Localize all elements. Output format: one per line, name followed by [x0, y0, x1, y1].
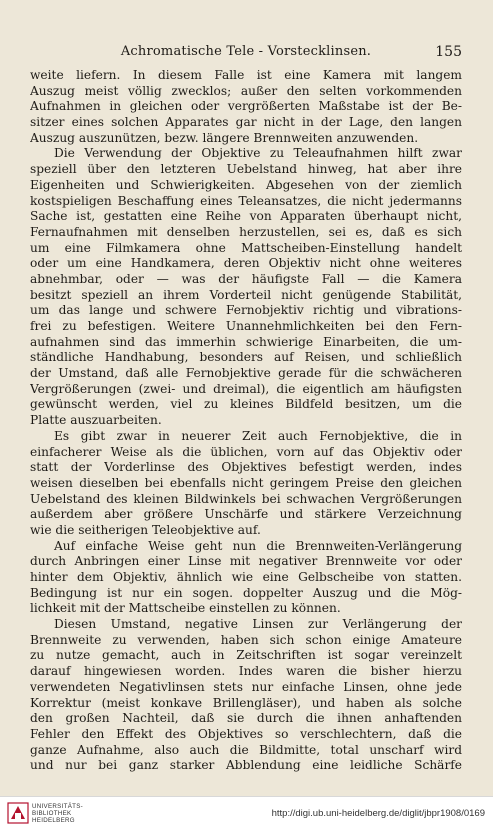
- text-line: zu nutze gemacht, auch in Zeitschriften ist sogar vereinzelt: [30, 648, 462, 663]
- text-line: um das lange und schwere Fernobjektiv richtig und vibrations-: [30, 303, 462, 318]
- running-title: Achromatische Tele - Vorstecklinsen.: [120, 44, 372, 59]
- text-line: darauf hingewiesen worden. Indes waren die bisher hierzu: [30, 664, 462, 679]
- text-line: um eine Filmkamera ohne Mattscheiben-Einstellung handelt: [30, 240, 462, 255]
- text-line: der Umstand, daß alle Fernobjektive gerade für die schwächeren: [30, 366, 462, 381]
- library-name-line: HEIDELBERG: [32, 817, 75, 824]
- text-line: Auszug auszunützen, bezw. längere Brennweiten anzuwenden.: [30, 130, 419, 145]
- text-line: Auszug meist völlig zwecklos; außer den selten vorkommenden: [30, 83, 462, 98]
- text-line: abnehmbar, oder — was der häufigste Fall — die Kamera: [30, 271, 462, 286]
- text-line: außerdem aber größere Unschärfe und stärkere Verzeichnung: [30, 507, 462, 522]
- text-line: Aufnahmen in gleichen oder vergrößerten Maßstabe ist der Be-: [30, 99, 462, 114]
- text-line: ständliche Handhabung, besonders auf Reisen, und schließlich: [30, 350, 462, 365]
- text-line: Auf einfache Weise geht nun die Brennweiten-Verlängerung: [54, 538, 462, 553]
- text-line: Uebelstand des kleinen Bildwinkels bei schwachen Vergrößerungen: [30, 491, 462, 506]
- text-line: den großen Nachteil, daß sie durch die ihnen anhaftenden: [30, 711, 462, 726]
- text-line: Fernaufnahmen mit denselben herzustellen, sei es, daß es sich: [30, 224, 462, 239]
- text-line: und nur bei ganz starker Abblendung eine leidliche Schärfe: [30, 758, 462, 773]
- text-line: oder um eine Handkamera, deren Objektiv nicht ohne weiteres: [30, 256, 462, 271]
- text-line: gewünscht werden, viel zu kleines Bildfeld besitzen, um die: [30, 397, 462, 412]
- text-line: einfacherer Weise als die üblichen, vorn auf das Objektiv oder: [30, 444, 462, 459]
- body-text: [30, 68, 462, 774]
- library-name: [32, 803, 83, 824]
- text-line: frei zu befestigen. Weitere Unannehmlichkeiten bei den Fern-: [30, 319, 462, 333]
- text-line: Brennweite zu verwenden, haben sich schon einige Amateure: [30, 632, 462, 647]
- text-line: lichkeit mit der Mattscheibe einstellen zu können.: [30, 601, 341, 616]
- text-line: verwendeten Negativlinsen stets nur einfache Linsen, ohne jede: [30, 679, 462, 694]
- text-line: Sache ist, gestatten eine Reihe von Apparaten überhaupt nicht,: [30, 209, 462, 224]
- text-line: Bedingung ist nur ein sogen. doppelter Auszug und die Mög-: [30, 585, 462, 600]
- text-line: sitzer eines solchen Apparates gar nicht in der Lage, den langen: [30, 115, 462, 130]
- library-name-line: BIBLIOTHEK: [32, 810, 72, 817]
- permalink-url[interactable]: http://digi.ub.uni-heidelberg.de/diglit/jbpr1908/0169: [271, 808, 485, 819]
- page-number: 155: [435, 44, 462, 60]
- text-line: Fehler den Effekt des Objektives so verschlechtern, daß die: [30, 726, 462, 741]
- text-line: ganze Aufnahme, also auch die Bildmitte, total unscharf wird: [30, 742, 462, 757]
- text-line: Platte auszuarbeiten.: [30, 413, 162, 428]
- text-line: Diesen Umstand, negative Linsen zur Verlängerung der: [54, 617, 462, 632]
- viewer-footer: [0, 796, 493, 830]
- text-line: Vergrößerungen (zwei- und dreimal), die eigentlich am häufigsten: [30, 381, 462, 396]
- text-line: weite liefern. In diesem Falle ist eine Kamera mit langem: [30, 68, 462, 82]
- text-line: Es gibt zwar in neuerer Zeit auch Fernobjektive, die in: [54, 428, 462, 443]
- text-line: statt der Vorderlinse des Objektives befestigt werden, indes: [30, 460, 462, 475]
- text-line: speziell über den letzteren Uebelstand hinweg, hat aber ihre: [30, 162, 462, 177]
- running-header: [30, 44, 462, 62]
- text-line: besitzt speziell an ihrem Vorderteil nicht genügende Stabilität,: [30, 287, 462, 302]
- university-library-logo-icon: [7, 802, 29, 824]
- text-line: Die Verwendung der Objektive zu Teleaufnahmen hilft zwar: [54, 146, 462, 161]
- text-line: aufnahmen sind das immerhin schwierige Einarbeiten, die um-: [30, 334, 462, 349]
- text-line: Korrektur (meist konkave Brillengläser), und haben als solche: [30, 695, 462, 710]
- text-line: kostspieligen Beschaffung eines Teleansatzes, die nicht jedermanns: [30, 193, 462, 208]
- text-line: Eigenheiten und Schwierigkeiten. Abgesehen von der ziemlich: [30, 177, 462, 192]
- library-name-line: UNIVERSITÄTS-: [32, 803, 83, 810]
- text-line: hinter dem Objektiv, ähnlich wie eine Gelbscheibe von statten.: [30, 570, 462, 584]
- text-line: durch Anbringen einer Linse mit negativer Brennweite vor oder: [30, 554, 462, 569]
- text-line: wie die seitherigen Teleobjektive auf.: [30, 522, 261, 537]
- text-line: weisen dieselben bei ebenfalls nicht geringem Preise den gleichen: [30, 475, 462, 490]
